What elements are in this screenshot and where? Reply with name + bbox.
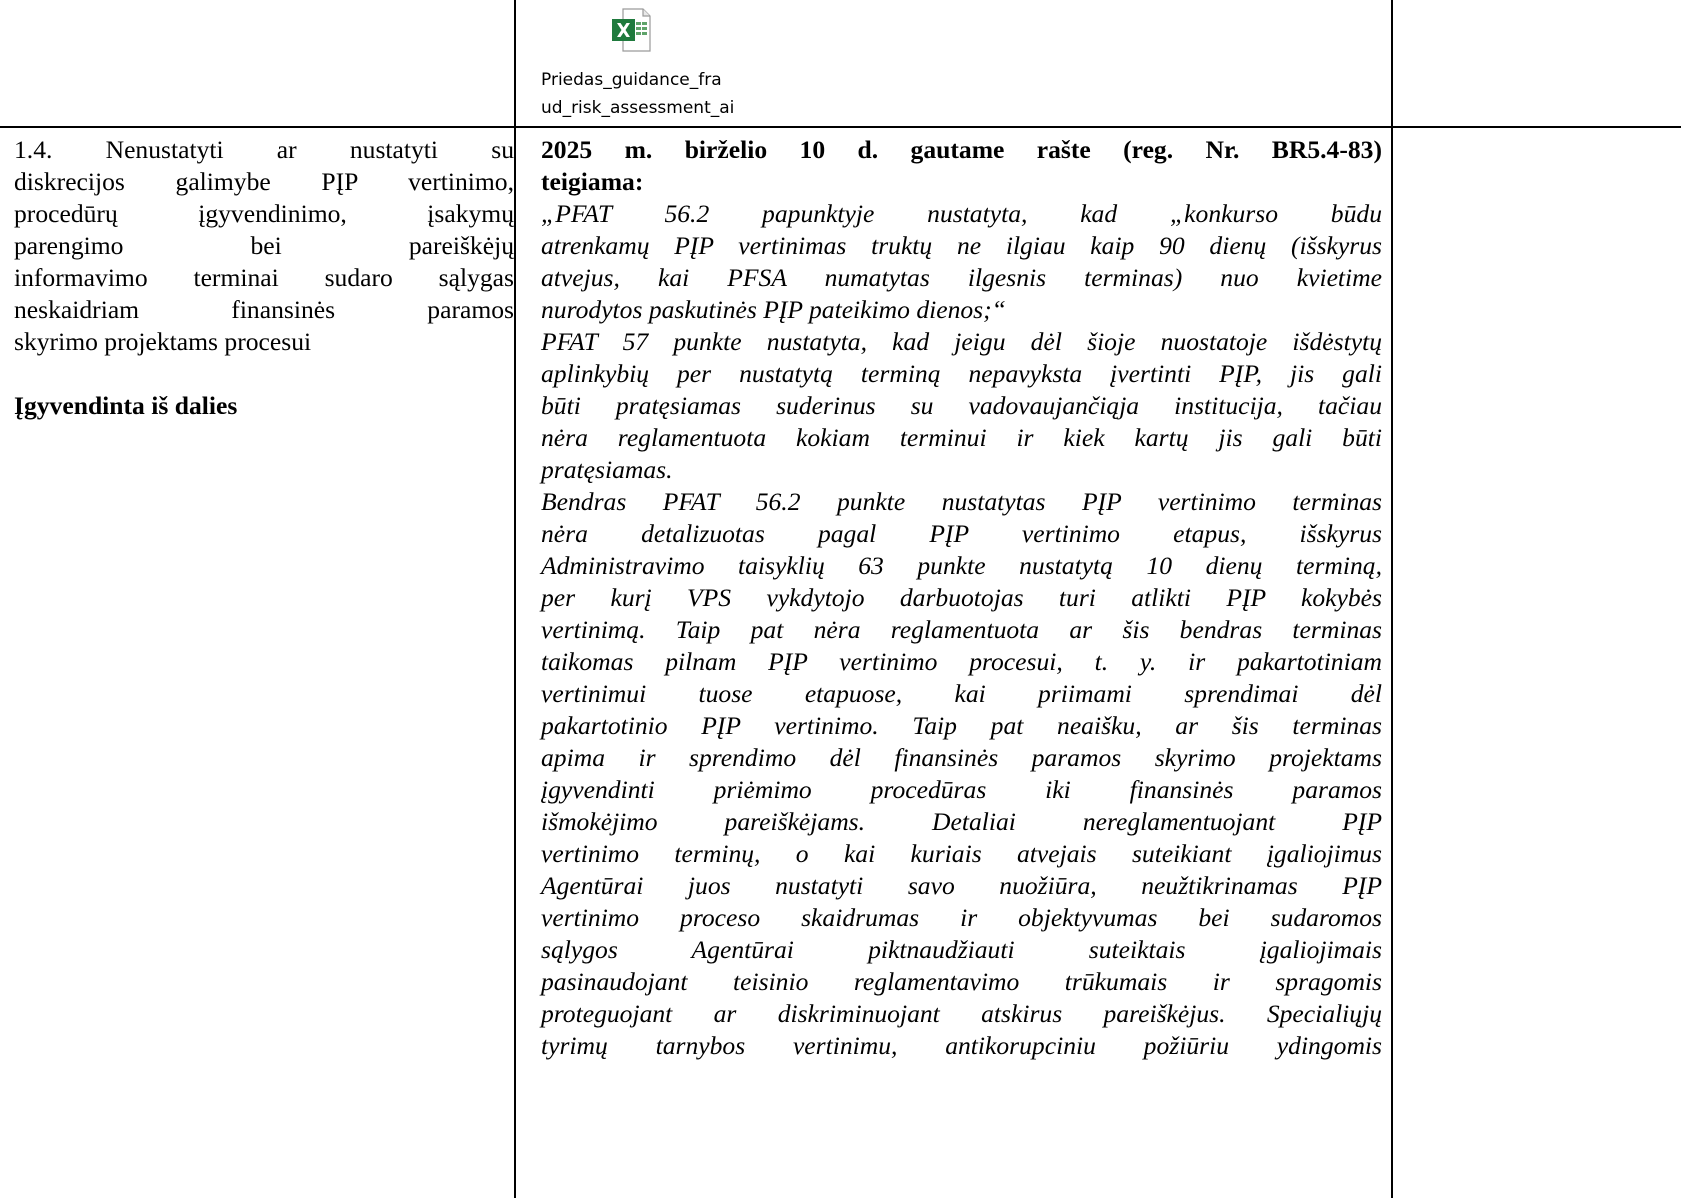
- assessment-body-line: atrenkamų PĮP vertinimas truktų ne ilgiau kaip 90 dienų (išskyrus: [541, 231, 1382, 260]
- recommendation-line: skyrimo projektams procesui: [14, 327, 312, 356]
- assessment-body-line: atvejus, kai PFSA numatytas ilgesnis terminas) nuo kvietime: [541, 263, 1382, 292]
- attachment-filename-line: ud_risk_assessment_ai: [541, 98, 735, 118]
- assessment-body-line: Agentūrai juos nustatyti savo nuožiūra, neužtikrinamas PĮP: [541, 871, 1382, 900]
- embedded-attachment[interactable]: [541, 4, 756, 128]
- implementation-status: Įgyvendinta iš dalies: [14, 391, 238, 420]
- assessment-body-line: būti pratęsiamas suderinus su vadovaujančiąja institucija, tačiau: [541, 391, 1382, 420]
- assessment-body-line: pasinaudojant teisinio reglamentavimo trūkumais ir spragomis: [541, 967, 1382, 996]
- assessment-body-line: nėra reglamentuota kokiam terminui ir kiek kartų jis gali būti: [541, 423, 1382, 452]
- assessment-body-line: aplinkybių per nustatytą terminą nepavyksta įvertinti PĮP, jis gali: [541, 359, 1382, 388]
- assessment-body: [541, 198, 1382, 1062]
- recommendation-line: 1.4. Nenustatyti ar nustatyti su: [14, 135, 514, 164]
- assessment-body-line: Administravimo taisyklių 63 punkte nustatytą 10 dienų terminą,: [541, 551, 1382, 580]
- assessment-body-line: nėra detalizuotas pagal PĮP vertinimo etapus, išskyrus: [541, 519, 1382, 548]
- assessment-body-line: įgyvendinti priėmimo procedūras iki finansinės paramos: [541, 775, 1382, 804]
- assessment-body-line: sąlygos Agentūrai piktnaudžiauti suteiktais įgaliojimais: [541, 935, 1382, 964]
- recommendation-line: informavimo terminai sudaro sąlygas: [14, 263, 514, 292]
- recommendation-cell: [14, 134, 514, 422]
- table-row-divider: [0, 126, 1681, 128]
- assessment-body-line: išmokėjimo pareiškėjams. Detaliai nereglamentuojant PĮP: [541, 807, 1382, 836]
- spacer: [14, 358, 514, 390]
- assessment-body-line: nurodytos paskutinės PĮP pateikimo dienos;“: [541, 295, 1006, 324]
- assessment-body-line: „PFAT 56.2 papunktyje nustatyta, kad „konkurso būdu: [541, 199, 1382, 228]
- assessment-heading-line: 2025 m. birželio 10 d. gautame rašte (reg. Nr. BR5.4-83): [541, 135, 1382, 164]
- assessment-body-line: per kurį VPS vykdytojo darbuotojas turi atlikti PĮP kokybės: [541, 583, 1382, 612]
- assessment-body-line: tyrimų tarnybos vertinimu, antikorupciniu požiūriu ydingomis: [541, 1031, 1382, 1060]
- assessment-body-line: apima ir sprendimo dėl finansinės paramos skyrimo projektams: [541, 743, 1382, 772]
- assessment-body-line: pratęsiamas.: [541, 455, 673, 484]
- attachment-filename-line: Priedas_guidance_fra: [541, 70, 722, 90]
- recommendation-line: diskrecijos galimybe PĮP vertinimo,: [14, 167, 514, 196]
- attachment-filename[interactable]: [541, 66, 756, 122]
- recommendation-line: neskaidriam finansinės paramos: [14, 295, 514, 324]
- assessment-body-line: vertinimą. Taip pat nėra reglamentuota ar šis bendras terminas: [541, 615, 1382, 644]
- assessment-cell: [541, 134, 1382, 1062]
- assessment-body-line: PFAT 57 punkte nustatyta, kad jeigu dėl šioje nuostatoje išdėstytų: [541, 327, 1382, 356]
- excel-file-icon[interactable]: [611, 8, 651, 52]
- assessment-body-line: vertinimo proceso skaidrumas ir objektyvumas bei sudaromos: [541, 903, 1382, 932]
- recommendation-line: procedūrų įgyvendinimo, įsakymų: [14, 199, 514, 228]
- assessment-body-line: Bendras PFAT 56.2 punkte nustatytas PĮP vertinimo terminas: [541, 487, 1382, 516]
- assessment-body-line: vertinimo terminų, o kai kuriais atvejais suteikiant įgaliojimus: [541, 839, 1382, 868]
- assessment-body-line: taikomas pilnam PĮP vertinimo procesui, t. y. ir pakartotiniam: [541, 647, 1382, 676]
- assessment-body-line: proteguojant ar diskriminuojant atskirus pareiškėjus. Specialiųjų: [541, 999, 1382, 1028]
- assessment-body-line: pakartotinio PĮP vertinimo. Taip pat neaišku, ar šis terminas: [541, 711, 1382, 740]
- table-column-divider: [514, 0, 516, 1198]
- table-column-divider: [1391, 0, 1393, 1198]
- assessment-body-line: vertinimui tuose etapuose, kai priimami sprendimai dėl: [541, 679, 1382, 708]
- recommendation-line: parengimo bei pareiškėjų: [14, 231, 514, 260]
- assessment-heading-line: teigiama:: [541, 167, 644, 196]
